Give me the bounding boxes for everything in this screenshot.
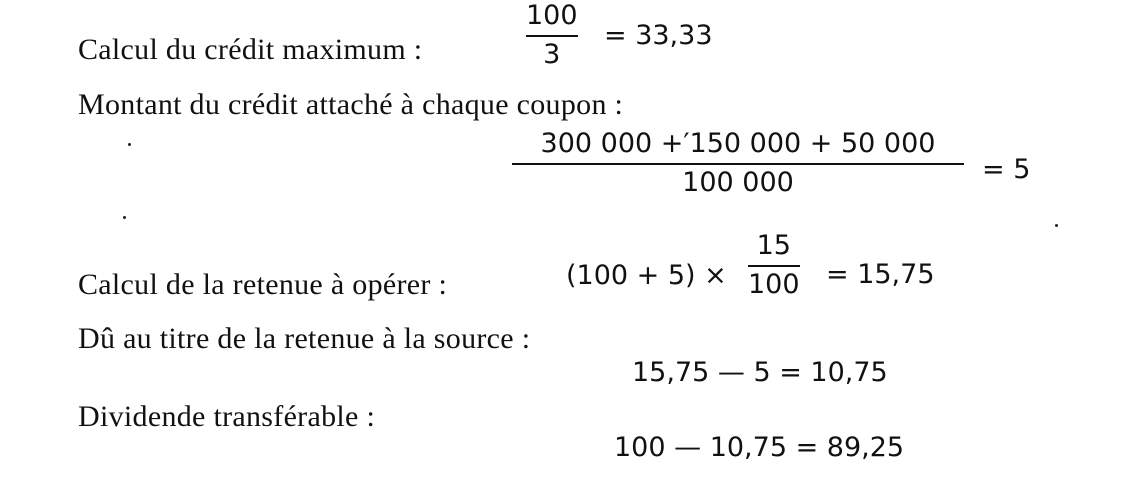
montant-fraction-bar — [512, 163, 964, 165]
credit-max-fraction — [526, 0, 578, 71]
retenue-fraction-bar — [748, 265, 800, 267]
retenue-denominator: 100 — [748, 269, 800, 300]
retenue-numerator: 15 — [756, 230, 791, 261]
du-label: Dû au titre de la retenue à la source : — [78, 322, 531, 355]
credit-max-denominator: 3 — [543, 39, 561, 70]
dividende-expression: 100 — 10,75 = 89,25 — [614, 432, 905, 463]
du-expression: 15,75 — 5 = 10,75 — [632, 357, 888, 388]
credit-max-label: Calcul du crédit maximum : — [78, 33, 423, 66]
retenue-fraction — [748, 230, 800, 301]
retenue-result: = 15,75 — [826, 259, 935, 290]
montant-fraction — [512, 128, 964, 199]
montant-label: Montant du crédit attaché à chaque coupon : — [78, 88, 624, 121]
montant-denominator: 100 000 — [682, 167, 794, 198]
montant-numerator: 300 000 +′150 000 + 50 000 — [540, 128, 936, 159]
speck — [123, 216, 126, 219]
credit-max-numerator: 100 — [526, 0, 578, 31]
speck — [1055, 224, 1058, 227]
retenue-expression: (100 + 5) × — [566, 260, 727, 291]
montant-result: = 5 — [982, 154, 1031, 185]
dividende-label: Dividende transférable : — [78, 400, 376, 433]
retenue-label: Calcul de la retenue à opérer : — [78, 268, 448, 301]
credit-max-result: = 33,33 — [604, 20, 713, 51]
credit-max-fraction-bar — [526, 35, 578, 37]
speck — [128, 143, 131, 146]
